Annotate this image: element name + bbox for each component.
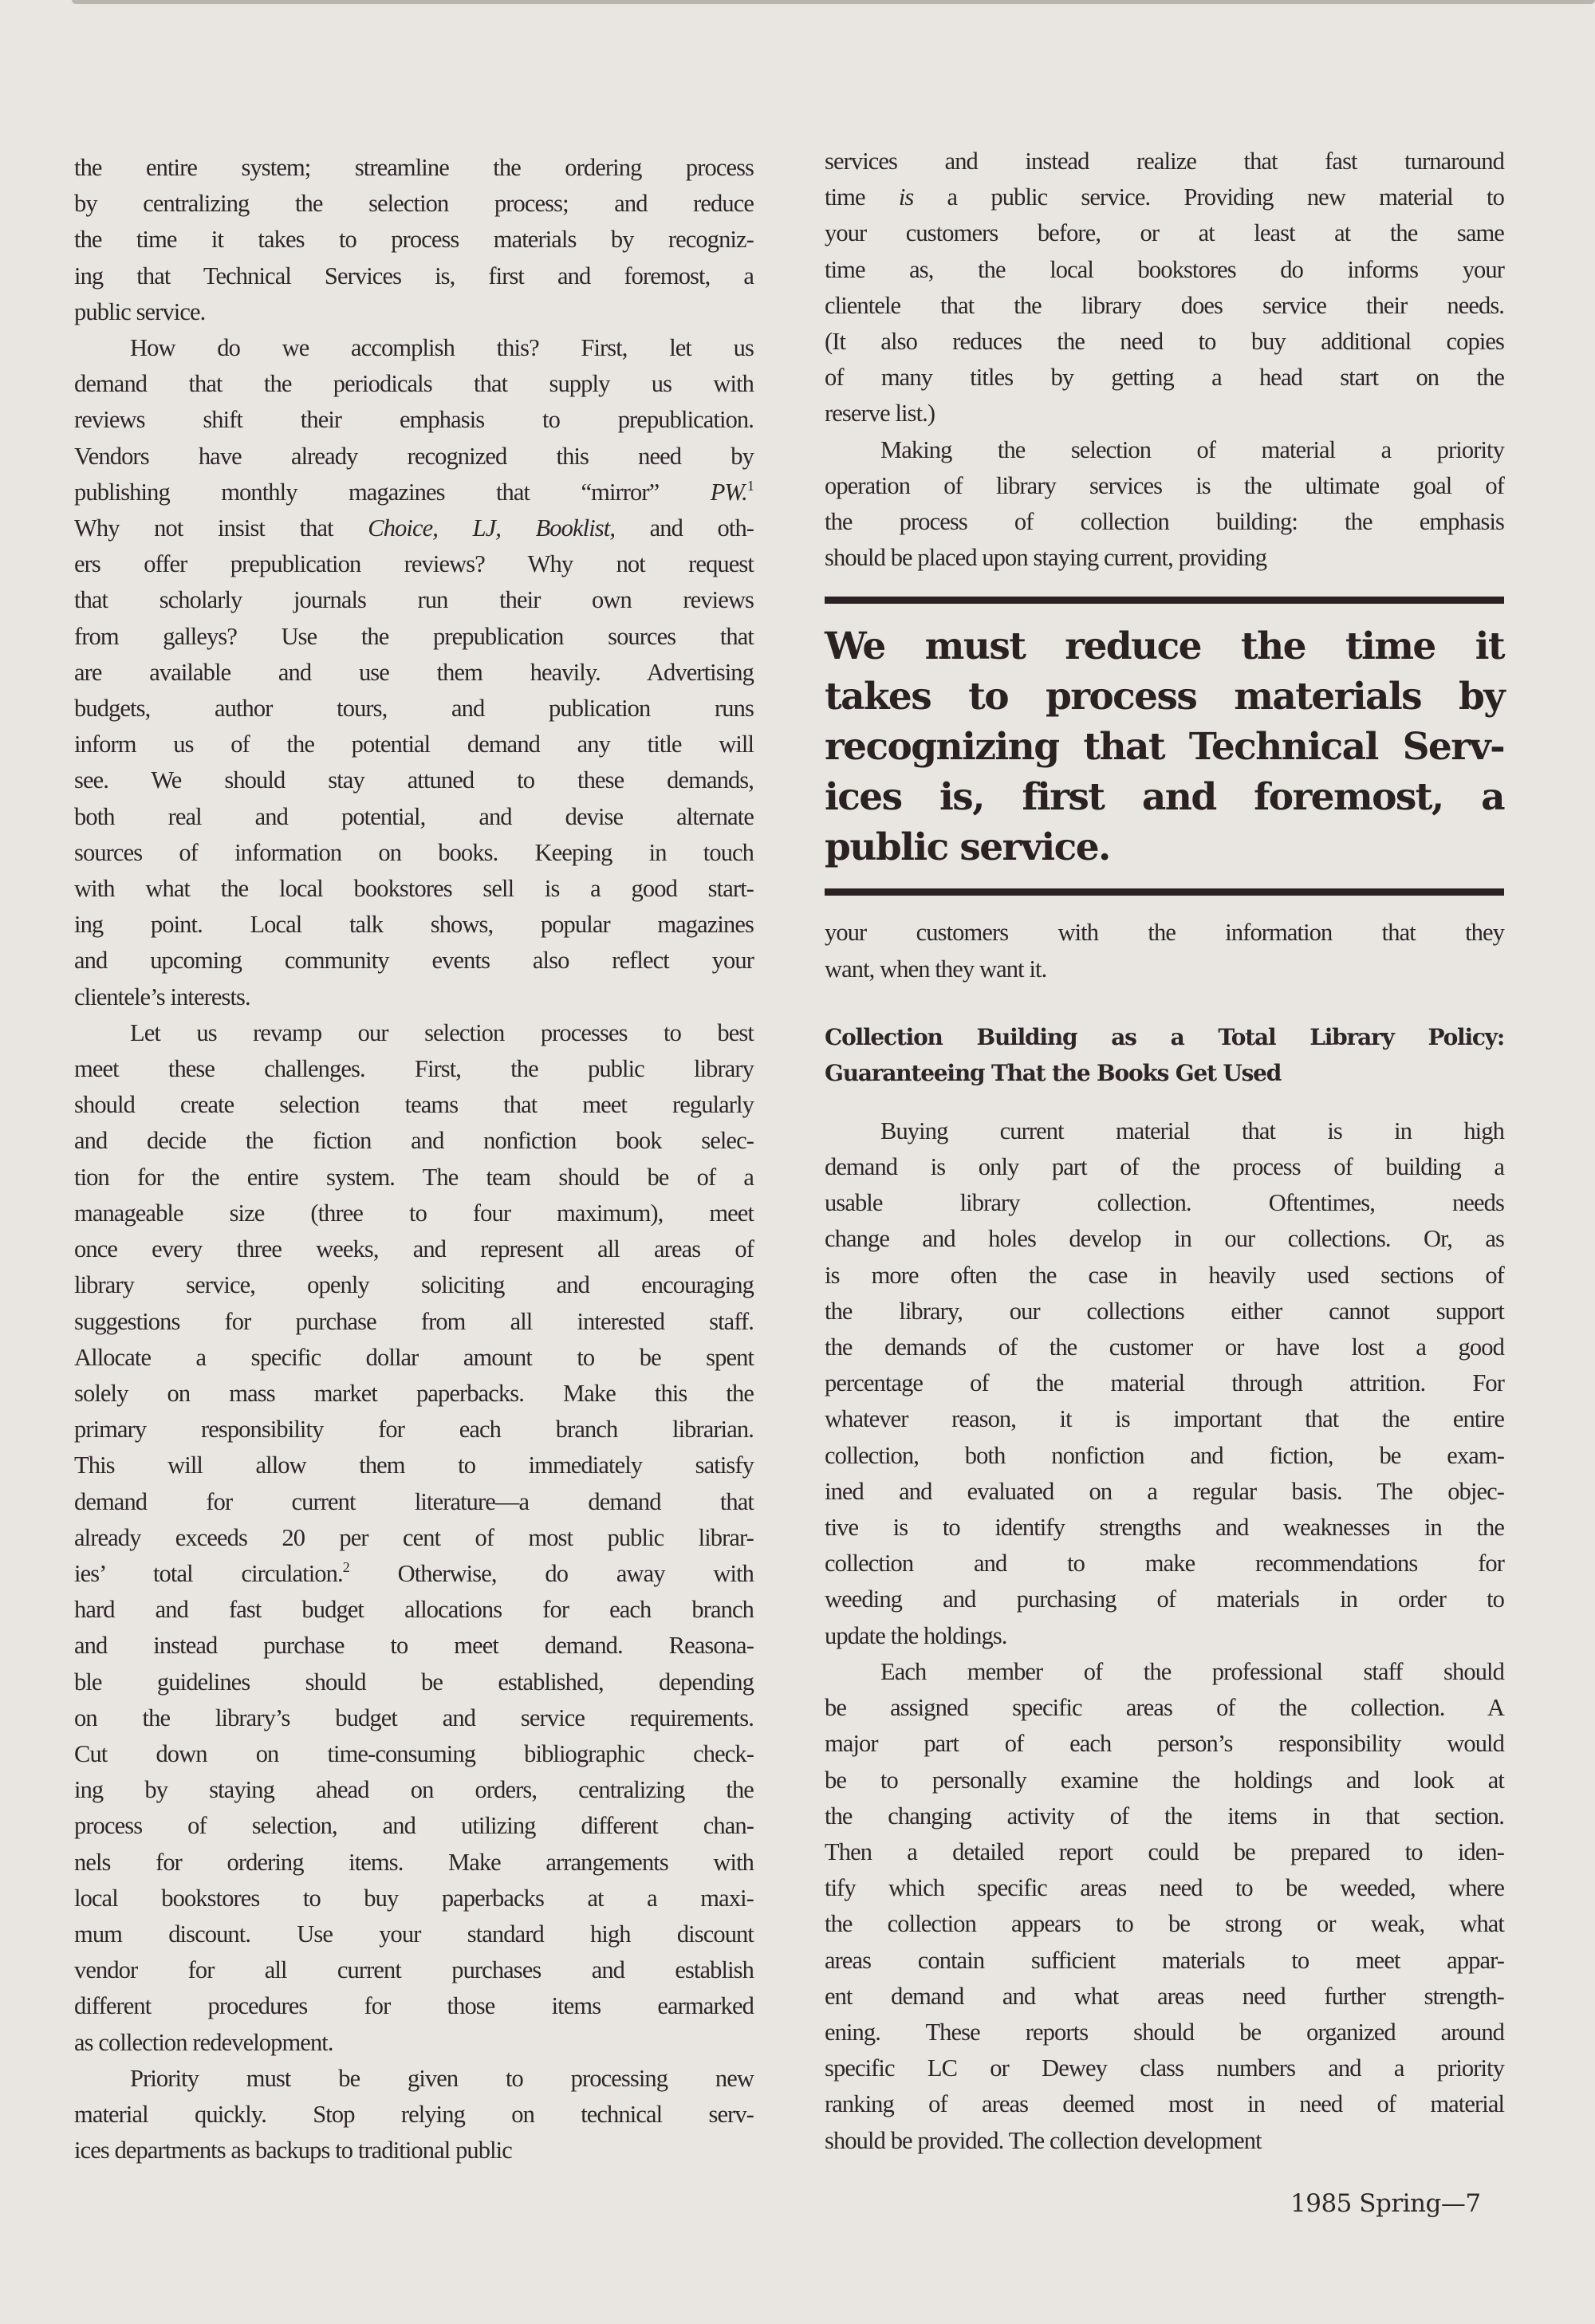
text-line: with what the local bookstores sell is a good start- xyxy=(74,875,754,903)
text-line: vendor for all current purchases and establish xyxy=(74,1956,754,1984)
paragraph xyxy=(825,432,1504,577)
text-line: the time it takes to process materials by recogniz- xyxy=(74,226,754,254)
text-line: and instead purchase to meet demand. Reasona- xyxy=(74,1632,754,1660)
pull-quote-top-rule xyxy=(825,597,1504,604)
text-line: different procedures for those items earmarked xyxy=(74,1992,754,2020)
text-line: be assigned specific areas of the collection. A xyxy=(825,1694,1504,1722)
text-line: Let us revamp our selection processes to best xyxy=(130,1018,754,1046)
section-subheading xyxy=(825,1019,1504,1091)
right-column-text-after-quote xyxy=(825,915,1504,987)
text-line: as collection redevelopment. xyxy=(74,2028,333,2056)
text-line: ening. These reports should be organized around xyxy=(825,2018,1505,2046)
footnote-marker: 1 xyxy=(746,477,754,494)
text-line: ent demand and what areas need further strength- xyxy=(825,1982,1504,2010)
text-line: tive is to identify strengths and weaknesses in the xyxy=(825,1514,1504,1542)
paragraph xyxy=(825,144,1504,432)
text-line: time as, the local bookstores do informs your xyxy=(825,255,1505,283)
text-line: nels for ordering items. Make arrangements with xyxy=(74,1848,754,1876)
text-line: should be provided. The collection development xyxy=(825,2126,1262,2154)
text-line: solely on mass market paperbacks. Make this the xyxy=(74,1379,754,1407)
text-line: update the holdings. xyxy=(825,1621,1007,1649)
pull-quote-line: We must reduce the time it xyxy=(825,624,1504,669)
text-line: This will allow them to immediately satisfy xyxy=(74,1452,754,1479)
text-line: that scholarly journals run their own reviews xyxy=(74,586,754,614)
text-line: inform us of the potential demand any title will xyxy=(74,731,754,758)
text-line: are available and use them heavily. Advertising xyxy=(74,658,754,686)
text-line: your customers with the information that they xyxy=(825,919,1505,947)
text-line: both real and potential, and devise alternate xyxy=(74,802,754,830)
text-line: Cut down on time-consuming bibliographic check- xyxy=(74,1739,754,1767)
text-line: clientele that the library does service their needs. xyxy=(825,291,1505,319)
text-line: How do we accomplish this? First, let us xyxy=(130,334,754,362)
text-line: is more often the case in heavily used sections of xyxy=(825,1261,1504,1289)
text-line: on the library’s budget and service requirements. xyxy=(74,1704,754,1731)
text-line: ble guidelines should be established, depending xyxy=(74,1668,754,1696)
pull-quote-bottom-rule xyxy=(825,888,1504,896)
text-line: be to personally examine the holdings and look at xyxy=(825,1766,1505,1794)
text-line: hard and fast budget allocations for each branch xyxy=(74,1596,754,1624)
text-line: ing by staying ahead on orders, centralizing the xyxy=(74,1776,754,1804)
text-line: the entire system; streamline the ordering process xyxy=(74,154,754,181)
text-line: reviews shift their emphasis to prepublication. xyxy=(74,406,754,434)
text-line: and upcoming community events also reflect your xyxy=(74,947,754,975)
paragraph xyxy=(825,915,1504,987)
text-line: Each member of the professional staff should xyxy=(880,1657,1504,1685)
text-line: ing point. Local talk shows, popular magazines xyxy=(74,911,754,939)
left-column xyxy=(74,150,754,2168)
text-line: tify which specific areas need to be weeded, where xyxy=(825,1874,1504,1902)
text-line: usable library collection. Oftentimes, needs xyxy=(825,1189,1504,1217)
pull-quote-line: ices is, first and foremost, a xyxy=(825,775,1504,820)
text-line: Buying current material that is in high xyxy=(880,1117,1504,1144)
paragraph xyxy=(74,330,754,1015)
right-column-text-before-quote xyxy=(825,144,1504,576)
text-line: demand that the periodicals that supply us with xyxy=(74,370,754,398)
text-line: ers offer prepublication reviews? Why not request xyxy=(74,550,754,578)
text-line: collection and to make recommendations for xyxy=(825,1550,1504,1578)
text-line: the process of collection building: the emphasis xyxy=(825,508,1504,536)
text-line: process of selection, and utilizing different chan- xyxy=(74,1812,754,1840)
paragraph xyxy=(74,150,754,330)
text-line: Making the selection of material a priority xyxy=(880,435,1504,463)
right-column-text-after-subheading xyxy=(825,1113,1504,2159)
text-line: clientele’s interests. xyxy=(74,983,250,1010)
text-line: reserve list.) xyxy=(825,400,935,427)
text-line: specific LC or Dewey class numbers and a priority xyxy=(825,2054,1505,2082)
subheading-line: Guaranteeing That the Books Get Used xyxy=(825,1059,1282,1086)
text-line: operation of library services is the ultimate goal of xyxy=(825,471,1505,499)
text-line: demand for current literature—a demand that xyxy=(74,1487,754,1515)
text-line: tion for the entire system. The team should be of a xyxy=(74,1163,754,1191)
text-line: meet these challenges. First, the public library xyxy=(74,1055,754,1083)
text-line: primary responsibility for each branch librarian. xyxy=(74,1416,754,1444)
text-line: should be placed upon staying current, providing xyxy=(825,544,1267,572)
pull-quote xyxy=(825,597,1504,896)
text-line: library service, openly soliciting and encouraging xyxy=(74,1271,754,1299)
pull-quote-line: takes to process materials by xyxy=(825,675,1504,719)
page-top-edge xyxy=(72,0,1595,4)
text-line: Then a detailed report could be prepared to iden- xyxy=(825,1838,1504,1865)
text-line: should create selection teams that meet regularly xyxy=(74,1091,754,1119)
paragraph xyxy=(74,2061,754,2169)
text-line: collection, both nonfiction and fiction, be exam- xyxy=(825,1441,1504,1469)
paragraph xyxy=(74,1015,754,2061)
text-line: change and holes develop in our collections. Or, as xyxy=(825,1225,1504,1253)
text-line: the library, our collections either cannot support xyxy=(825,1297,1504,1325)
pull-quote-line: public service. xyxy=(825,825,1110,870)
text-line: public service. xyxy=(74,297,206,325)
text-line: material quickly. Stop relying on technical serv- xyxy=(74,2100,754,2128)
page-folio: 1985 Spring—7 xyxy=(1290,2189,1481,2218)
text-line: ing that Technical Services is, first and foremost, a xyxy=(74,262,754,290)
text-line: mum discount. Use your standard high discount xyxy=(74,1920,754,1948)
text-line: your customers before, or at least at the same xyxy=(825,219,1504,247)
text-line: budgets, author tours, and publication runs xyxy=(74,695,754,723)
text-line: whatever reason, it is important that the entire xyxy=(825,1405,1504,1433)
text-line: Vendors have already recognized this need by xyxy=(74,442,754,470)
text-line: percentage of the material through attrition. For xyxy=(825,1369,1504,1397)
text-line: the collection appears to be strong or weak, what xyxy=(825,1910,1504,1938)
text-line: and decide the fiction and nonfiction book selec- xyxy=(74,1127,754,1155)
text-line: once every three weeks, and represent all areas of xyxy=(74,1235,754,1263)
pull-quote-text xyxy=(825,621,1504,872)
subheading-line: Collection Building as a Total Library Policy: xyxy=(825,1023,1504,1050)
text-line: suggestions for purchase from all interested staff. xyxy=(74,1307,754,1335)
text-line: services and instead realize that fast turnaround xyxy=(825,148,1504,175)
text-line: the demands of the customer or have lost a good xyxy=(825,1333,1504,1361)
text-line: Allocate a specific dollar amount to be spent xyxy=(74,1343,754,1371)
text-line: Why not insist that Choice, LJ, Booklist, and oth- xyxy=(74,514,754,542)
text-line: ranking of areas deemed most in need of material xyxy=(825,2090,1505,2118)
text-line: areas contain sufficient materials to meet appar- xyxy=(825,1946,1505,1974)
text-line: demand is only part of the process of building a xyxy=(825,1153,1505,1181)
text-line: weeding and purchasing of materials in order to xyxy=(825,1585,1504,1613)
text-line: ined and evaluated on a regular basis. The objec- xyxy=(825,1477,1505,1505)
text-line: local bookstores to buy paperbacks at a maxi- xyxy=(74,1884,754,1912)
footnote-marker: 2 xyxy=(342,1558,349,1575)
paragraph xyxy=(825,1113,1504,1654)
text-line: from galleys? Use the prepublication sources that xyxy=(74,622,754,650)
text-line: time is a public service. Providing new material to xyxy=(825,183,1504,211)
right-column xyxy=(825,144,1504,2159)
text-line: ies’ total circulation.$^2$ Otherwise, do away with xyxy=(74,1558,754,1587)
text-line: (It also reduces the need to buy additional copies xyxy=(825,328,1505,356)
text-line: want, when they want it. xyxy=(825,955,1047,983)
text-line: manageable size (three to four maximum), meet xyxy=(74,1199,754,1227)
text-line: already exceeds 20 per cent of most public librar- xyxy=(74,1523,754,1551)
text-line: ices departments as backups to traditional public xyxy=(74,2137,512,2164)
text-line: major part of each person’s responsibility would xyxy=(825,1730,1504,1758)
text-line: Priority must be given to processing new xyxy=(130,2064,754,2092)
text-line: of many titles by getting a head start on the xyxy=(825,364,1504,392)
text-line: sources of information on books. Keeping in touch xyxy=(74,838,754,866)
text-line: see. We should stay attuned to these demands, xyxy=(74,766,754,794)
paragraph xyxy=(825,1654,1504,2159)
text-line: publishing monthly magazines that “mirror” PW.$^1$ xyxy=(74,477,754,506)
text-line: by centralizing the selection process; and reduce xyxy=(74,190,754,218)
text-line: the changing activity of the items in that section. xyxy=(825,1802,1504,1830)
pull-quote-line: recognizing that Technical Serv- xyxy=(825,725,1504,770)
